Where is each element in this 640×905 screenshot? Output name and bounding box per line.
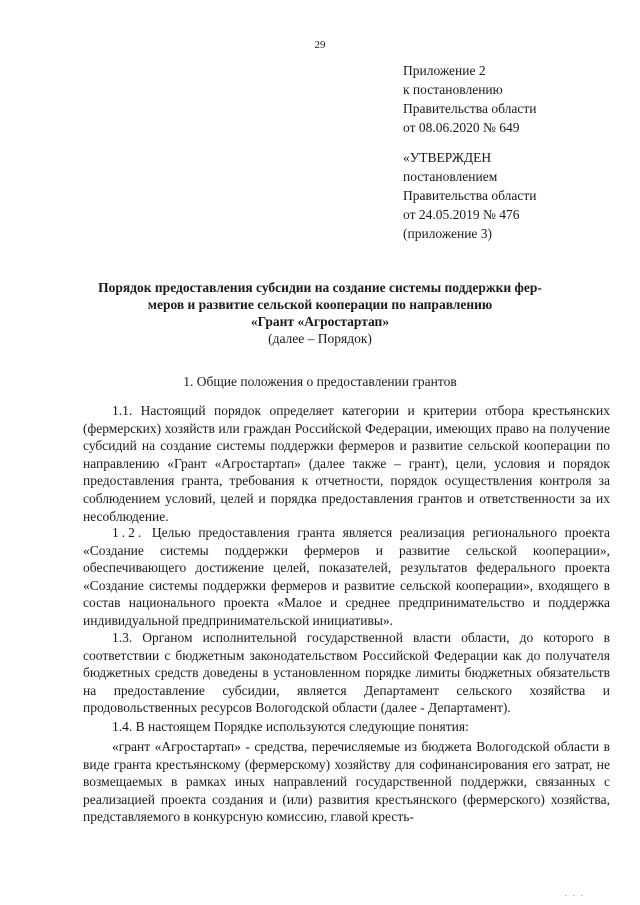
document-title (82, 279, 558, 347)
appendix-line: к постановлению (403, 82, 503, 97)
paragraph-text: 1.1. Настоящий порядок определяет категории и критерии отбора крестьянских (фермерских) хозяйств или граждан Российской Федерации, имеющих право на получение субсидий на создание системы поддержки фермеров и развитие сельской кооперации по направлению «Грант «Агростартап» (далее также – грант), цели, условия и порядок предоставления гранта, требования к отчетности, порядок осуществления контроля за соблюдением условий, целей и порядка предоставления грантов и ответственности за их несоблюдение. (83, 403, 610, 524)
page-number: 29 (314, 39, 326, 51)
definition-paragraph (83, 738, 610, 826)
appendix-line: Правительства области (403, 101, 537, 116)
approval-line: (приложение 3) (403, 226, 493, 241)
approval-stamp (403, 148, 603, 243)
paragraph-body: Целью предоставления гранта является реализация регионального проекта «Создание системы поддержки фермеров и развитие сельской кооперации», обеспечивающего достижение целей, показателей, результатов федерального проекта «Создание системы поддержки фермеров и развитие сельской кооперации», входящего в состав национального проекта «Малое и среднее предпринимательство и поддержка индивидуальной предпринимательской инициативы». (83, 525, 610, 628)
paragraph-1-4 (83, 718, 610, 736)
appendix-reference (403, 61, 603, 137)
appendix-line: от 08.06.2020 № 649 (403, 120, 520, 135)
approval-line: «УТВЕРЖДЕН (403, 150, 492, 165)
title-line: Порядок предоставления субсидии на создание системы поддержки фер- (98, 280, 542, 295)
title-line: «Грант «Агростартап» (250, 314, 390, 329)
paragraph-text (83, 524, 610, 630)
footer-mark: . . . (565, 889, 585, 898)
title-line: меров и развитие сельской кооперации по направлению (147, 297, 493, 312)
paragraph-text: «грант «Агростартап» - средства, перечисляемые из бюджета Вологодской области в виде гранта крестьянскому (фермерскому) хозяйству для софинансирования его затрат, не возмещаемых в рамках иных направлений государственной поддержки, связанных с реализацией проекта создания и (или) развития крестьянского (фермерского) хозяйства, представляемого в конкурсную комиссию, главой кресть- (83, 739, 610, 825)
section-heading: 1. Общие положения о предоставлении грантов (183, 374, 457, 389)
approval-line: Правительства области (403, 188, 537, 203)
appendix-line: Приложение 2 (403, 63, 486, 78)
approval-line: постановлением (403, 169, 498, 184)
approval-line: от 24.05.2019 № 476 (403, 207, 520, 222)
paragraph-1-2 (83, 524, 610, 630)
title-subtitle: (далее – Порядок) (268, 331, 372, 346)
paragraph-1-3 (83, 629, 610, 717)
paragraph-number: 1.2. (112, 525, 145, 540)
paragraph-text: 1.3. Органом исполнительной государственной власти области, до которого в соответствии с бюджетным законодательством Российской Федерации как до получателя бюджетных средств доведены в установленном порядке лимиты бюджетных обязательств на предоставление субсидии, является Департамент сельского хозяйства и продовольственных ресурсов Вологодской области (далее - Департамент). (83, 630, 610, 716)
paragraph-1-1 (83, 402, 610, 525)
paragraph-text: 1.4. В настоящем Порядке используются следующие понятия: (112, 719, 469, 734)
